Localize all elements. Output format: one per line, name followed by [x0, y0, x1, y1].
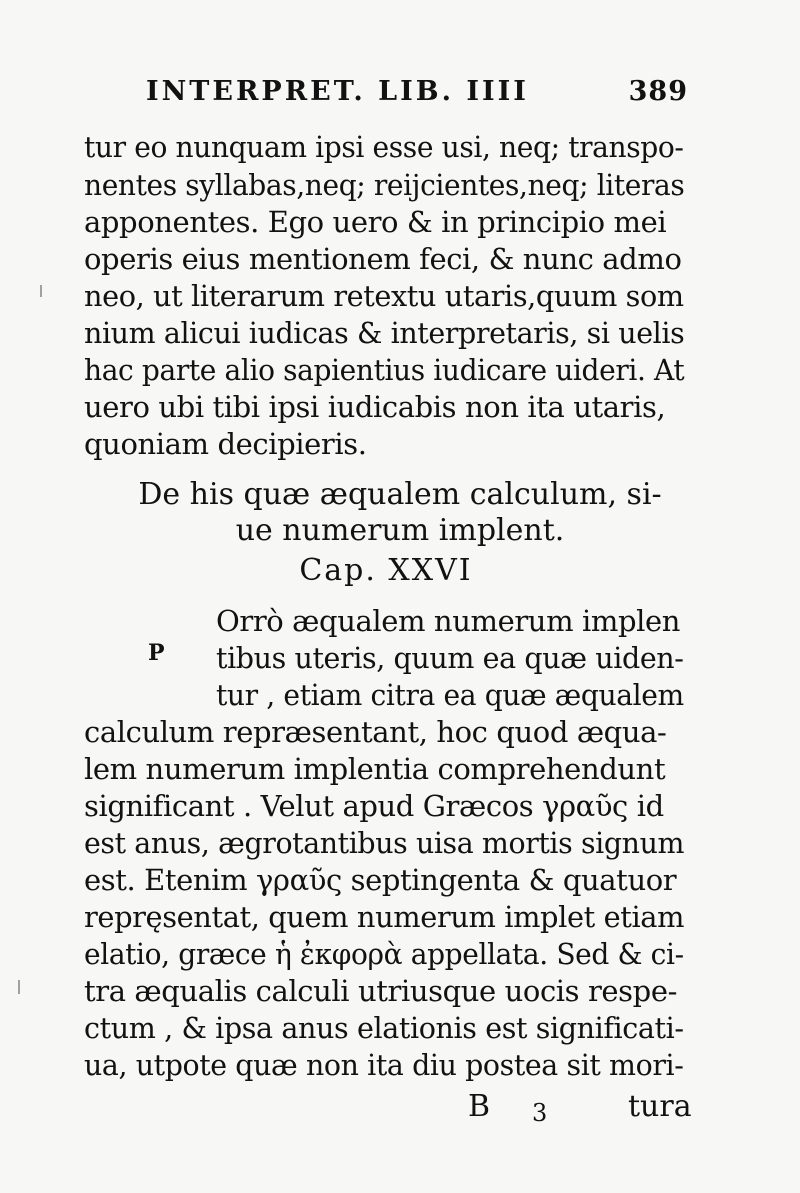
text-line: ctum , & ipsa anus elationis est significati-: [84, 1011, 684, 1045]
page-number: 389: [628, 76, 688, 107]
drop-cap-letter: P: [148, 640, 165, 666]
text-line: tibus uteris, quum ea quæ uiden-: [216, 641, 684, 675]
text-line: lem numerum implentia comprehendunt: [84, 752, 666, 786]
text-line: repręsentat, quem numerum implet etiam: [84, 900, 685, 934]
text-line: est anus, ægrotantibus uisa mortis signum: [84, 826, 685, 860]
chapter-title-line-1: De his quæ æqualem calculum, si-: [138, 477, 662, 512]
text-line: uero ubi tibi ipsi iudicabis non ita utaris,: [84, 390, 666, 424]
catchword: tura: [628, 1089, 692, 1124]
text-line: tur , etiam citra ea quæ æqualem: [216, 678, 684, 712]
text-line: apponentes. Ego uero & in principio mei: [84, 205, 667, 239]
text-line: significant . Velut apud Græcos γραῦς id: [84, 789, 664, 823]
text-line: neo, ut literarum retextu utaris,quum som: [84, 279, 684, 313]
text-line: nium alicui iudicas & interpretaris, si uelis: [84, 316, 685, 350]
text-line: tra æqualis calculi utriusque uocis respe-: [84, 974, 677, 1008]
text-line: elatio, græce ἡ ἐκφορὰ appellata. Sed & ci-: [84, 937, 684, 971]
signature-number: 3: [532, 1099, 548, 1127]
margin-mark-left: [18, 980, 20, 994]
text-line: ua, utpote quæ non ita diu postea sit mori-: [84, 1048, 684, 1082]
text-line: hac parte alio sapientius iudicare uideri. At: [84, 353, 685, 387]
chapter-title-line-2: ue numerum implent.: [235, 513, 565, 548]
text-line: quoniam decipieris.: [84, 427, 367, 461]
text-line: tur eo nunquam ipsi esse usi, neq; transpo-: [84, 130, 684, 164]
margin-mark-left-2: [40, 285, 42, 297]
running-head: INTERPRET. LIB. IIII: [146, 76, 529, 107]
chapter-caption: Cap. XXVI: [299, 553, 473, 588]
text-line: calculum repræsentant, hoc quod æqua-: [84, 715, 667, 749]
signature-mark: B: [468, 1089, 491, 1124]
text-line: Orrò æqualem numerum implen: [216, 604, 681, 638]
text-line: operis eius mentionem feci, & nunc admo: [84, 242, 682, 276]
text-line: nentes syllabas,neq; reijcientes,neq; literas: [84, 168, 685, 202]
text-line: est. Etenim γραῦς septingenta & quatuor: [84, 863, 677, 897]
page-header: [140, 72, 688, 112]
